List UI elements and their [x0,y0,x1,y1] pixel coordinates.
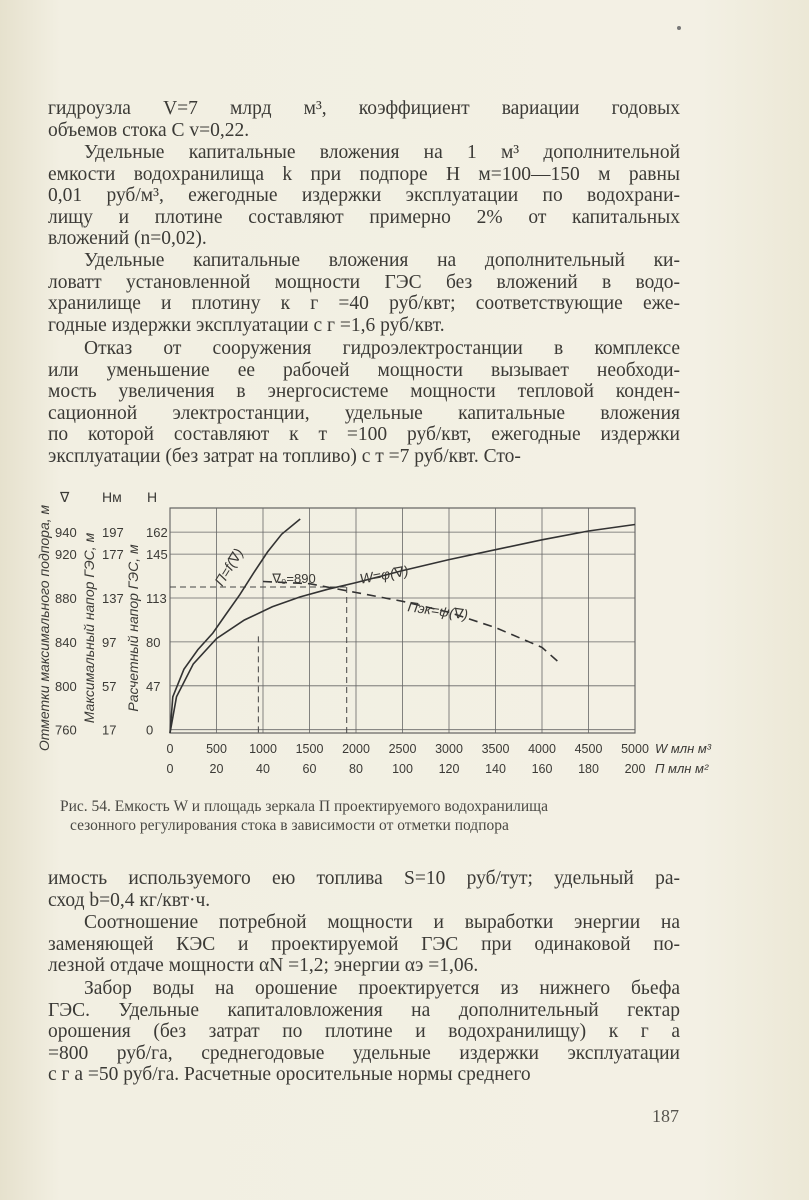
xtick-p: 60 [302,762,317,776]
figure-54-chart [30,488,730,788]
figure-caption [60,797,700,835]
text-line: вложений (n=0,02). [48,228,207,250]
text-line: Удельные капитальные вложения на дополнительный ки- [84,250,680,271]
text-line: лищу и плотине составляют примерно 2% от капитальных [48,206,680,228]
xtick-w: 5000 [621,742,649,756]
ytick-v: 760 [55,722,77,738]
xtick-w: 2500 [388,742,417,756]
xtick-p: 20 [209,762,224,776]
caption-line-1: Рис. 54. Емкость W и площадь зеркала П проектируемого водохранилища [60,798,548,815]
xtick-w: 0 [166,742,174,756]
text-line: Соотношение потребной мощности и выработки энергии на [84,912,680,933]
text-line: с г а =50 руб/га. Расчетные оросительные нормы среднего [48,1064,531,1086]
xtick-w: 4000 [528,742,556,756]
text-line: орошения (без затрат по плотине и водохранилищу) к г а [48,1021,680,1043]
paragraph [48,142,680,250]
ytick-h: 0 [146,722,154,738]
ytick-hm: 137 [102,591,124,606]
series-label-p: П=f(∇) [211,545,247,589]
text-line: по которой составляют к т =100 руб/квт, ежегодные издержки [48,424,680,446]
text-line: Удельные капитальные вложения на 1 м³ дополнительной [84,142,680,163]
text-line: эксплуатации (без затрат на топливо) с т =7 руб/квт. Сто- [48,445,521,467]
text-line: 0,01 руб/м³, ежегодные издержки эксплуатации по водохрани- [48,185,680,207]
x-unit-w: W млн м³ [655,741,712,756]
series-label-w: W=φ(∇) [358,562,410,587]
caption-line-2: сезонного регулирования стока в зависимости от отметки подпора [70,817,509,834]
text-line: сход b=0,4 кг/квт·ч. [48,889,211,911]
xtick-w: 1000 [249,742,277,756]
paragraph [48,98,680,141]
paragraph [48,912,680,977]
ytick-h: 145 [146,547,168,563]
ytick-v: 880 [55,591,77,606]
series-label-pek: Пэк=ψ(∇) [406,598,470,623]
xtick-p: 0 [166,762,174,776]
text-line: годные издержки эксплуатации с г =1,6 руб/квт. [48,314,445,336]
xtick-w: 3500 [481,742,510,756]
page-number: 187 [652,1106,679,1126]
ytick-v: 840 [55,634,77,650]
xtick-w: 500 [206,742,227,756]
v0-label: ∇₀=890 [272,571,316,587]
xtick-p: 120 [438,762,460,776]
xtick-p: 200 [624,762,646,776]
xtick-p: 140 [485,762,506,776]
text-line: хранилище и плотину к г =40 руб/квт; соответствующие еже- [48,293,680,315]
xtick-w: 2000 [342,742,370,756]
x-unit-p: П млн м² [655,761,709,776]
paragraph [48,338,680,468]
text-line: емкости водохранилища k при подпоре H м=100—150 м равны [48,163,680,185]
xtick-p: 80 [349,762,363,776]
xtick-p: 40 [256,762,270,776]
axis-header-v: ∇ [60,489,70,505]
ytick-h: 113 [146,591,167,606]
ytick-h: 47 [146,678,161,694]
text-line: лезной отдаче мощности αN =1,2; энергии αэ =1,06. [48,955,479,977]
xtick-w: 4500 [574,742,603,756]
text-line: имость используемого ею топлива S=10 руб/тут; удельный ра- [48,868,680,889]
y-axis-title-v: Отметки максимального подпора, м [36,504,52,752]
axis-header-hm: Hм [102,489,122,505]
text-line: Забор воды на орошение проектируется из нижнего бьефа [84,978,680,999]
ytick-v: 800 [55,678,77,694]
ytick-hm: 97 [102,634,117,650]
ytick-hm: 57 [102,678,117,694]
paragraph [48,250,680,336]
ytick-v: 940 [55,525,77,541]
xtick-p: 180 [578,762,599,776]
paragraph [48,868,680,911]
xtick-w: 1500 [295,742,324,756]
text-line: гидроузла V=7 млрд м³, коэффициент вариации годовых [48,98,680,119]
xtick-p: 160 [531,762,553,776]
xtick-p: 100 [392,762,413,776]
text-line: сационной электростанции, удельные капитальные вложения [48,402,680,424]
ytick-hm: 177 [102,547,124,563]
ytick-v: 920 [55,547,77,563]
y-axis-title-hm: Максимальный напор ГЭС, м [81,532,97,724]
page-speck [677,26,681,30]
axis-header-h: H [147,489,158,505]
paragraph [48,978,680,1086]
y-axis-title-h: Расчетный напор ГЭС, м [125,544,141,712]
text-line: мость увеличения в энергосистеме мощности тепловой конден- [48,381,680,403]
text-line: ГЭС. Удельные капиталовложения на дополнительный гектар [48,999,680,1021]
text-line: ловатт установленной мощности ГЭС без вложений в водо- [48,271,680,293]
text-line: заменяющей КЭС и проектируемой ГЭС при одинаковой по- [48,933,680,955]
text-line: =800 руб/га, среднегодовые удельные издержки эксплуатации [48,1042,680,1064]
xtick-w: 3000 [435,742,463,756]
series-line-3 [263,582,561,664]
text-line: Отказ от сооружения гидроэлектростанции в комплексе [84,338,680,359]
text-line: объемов стока C v=0,22. [48,119,250,141]
ytick-hm: 17 [102,722,117,738]
ytick-hm: 197 [102,525,124,541]
text-line: или уменьшение ее рабочей мощности вызывает необходи- [48,359,680,381]
ytick-h: 80 [146,634,161,650]
ytick-h: 162 [146,525,168,541]
